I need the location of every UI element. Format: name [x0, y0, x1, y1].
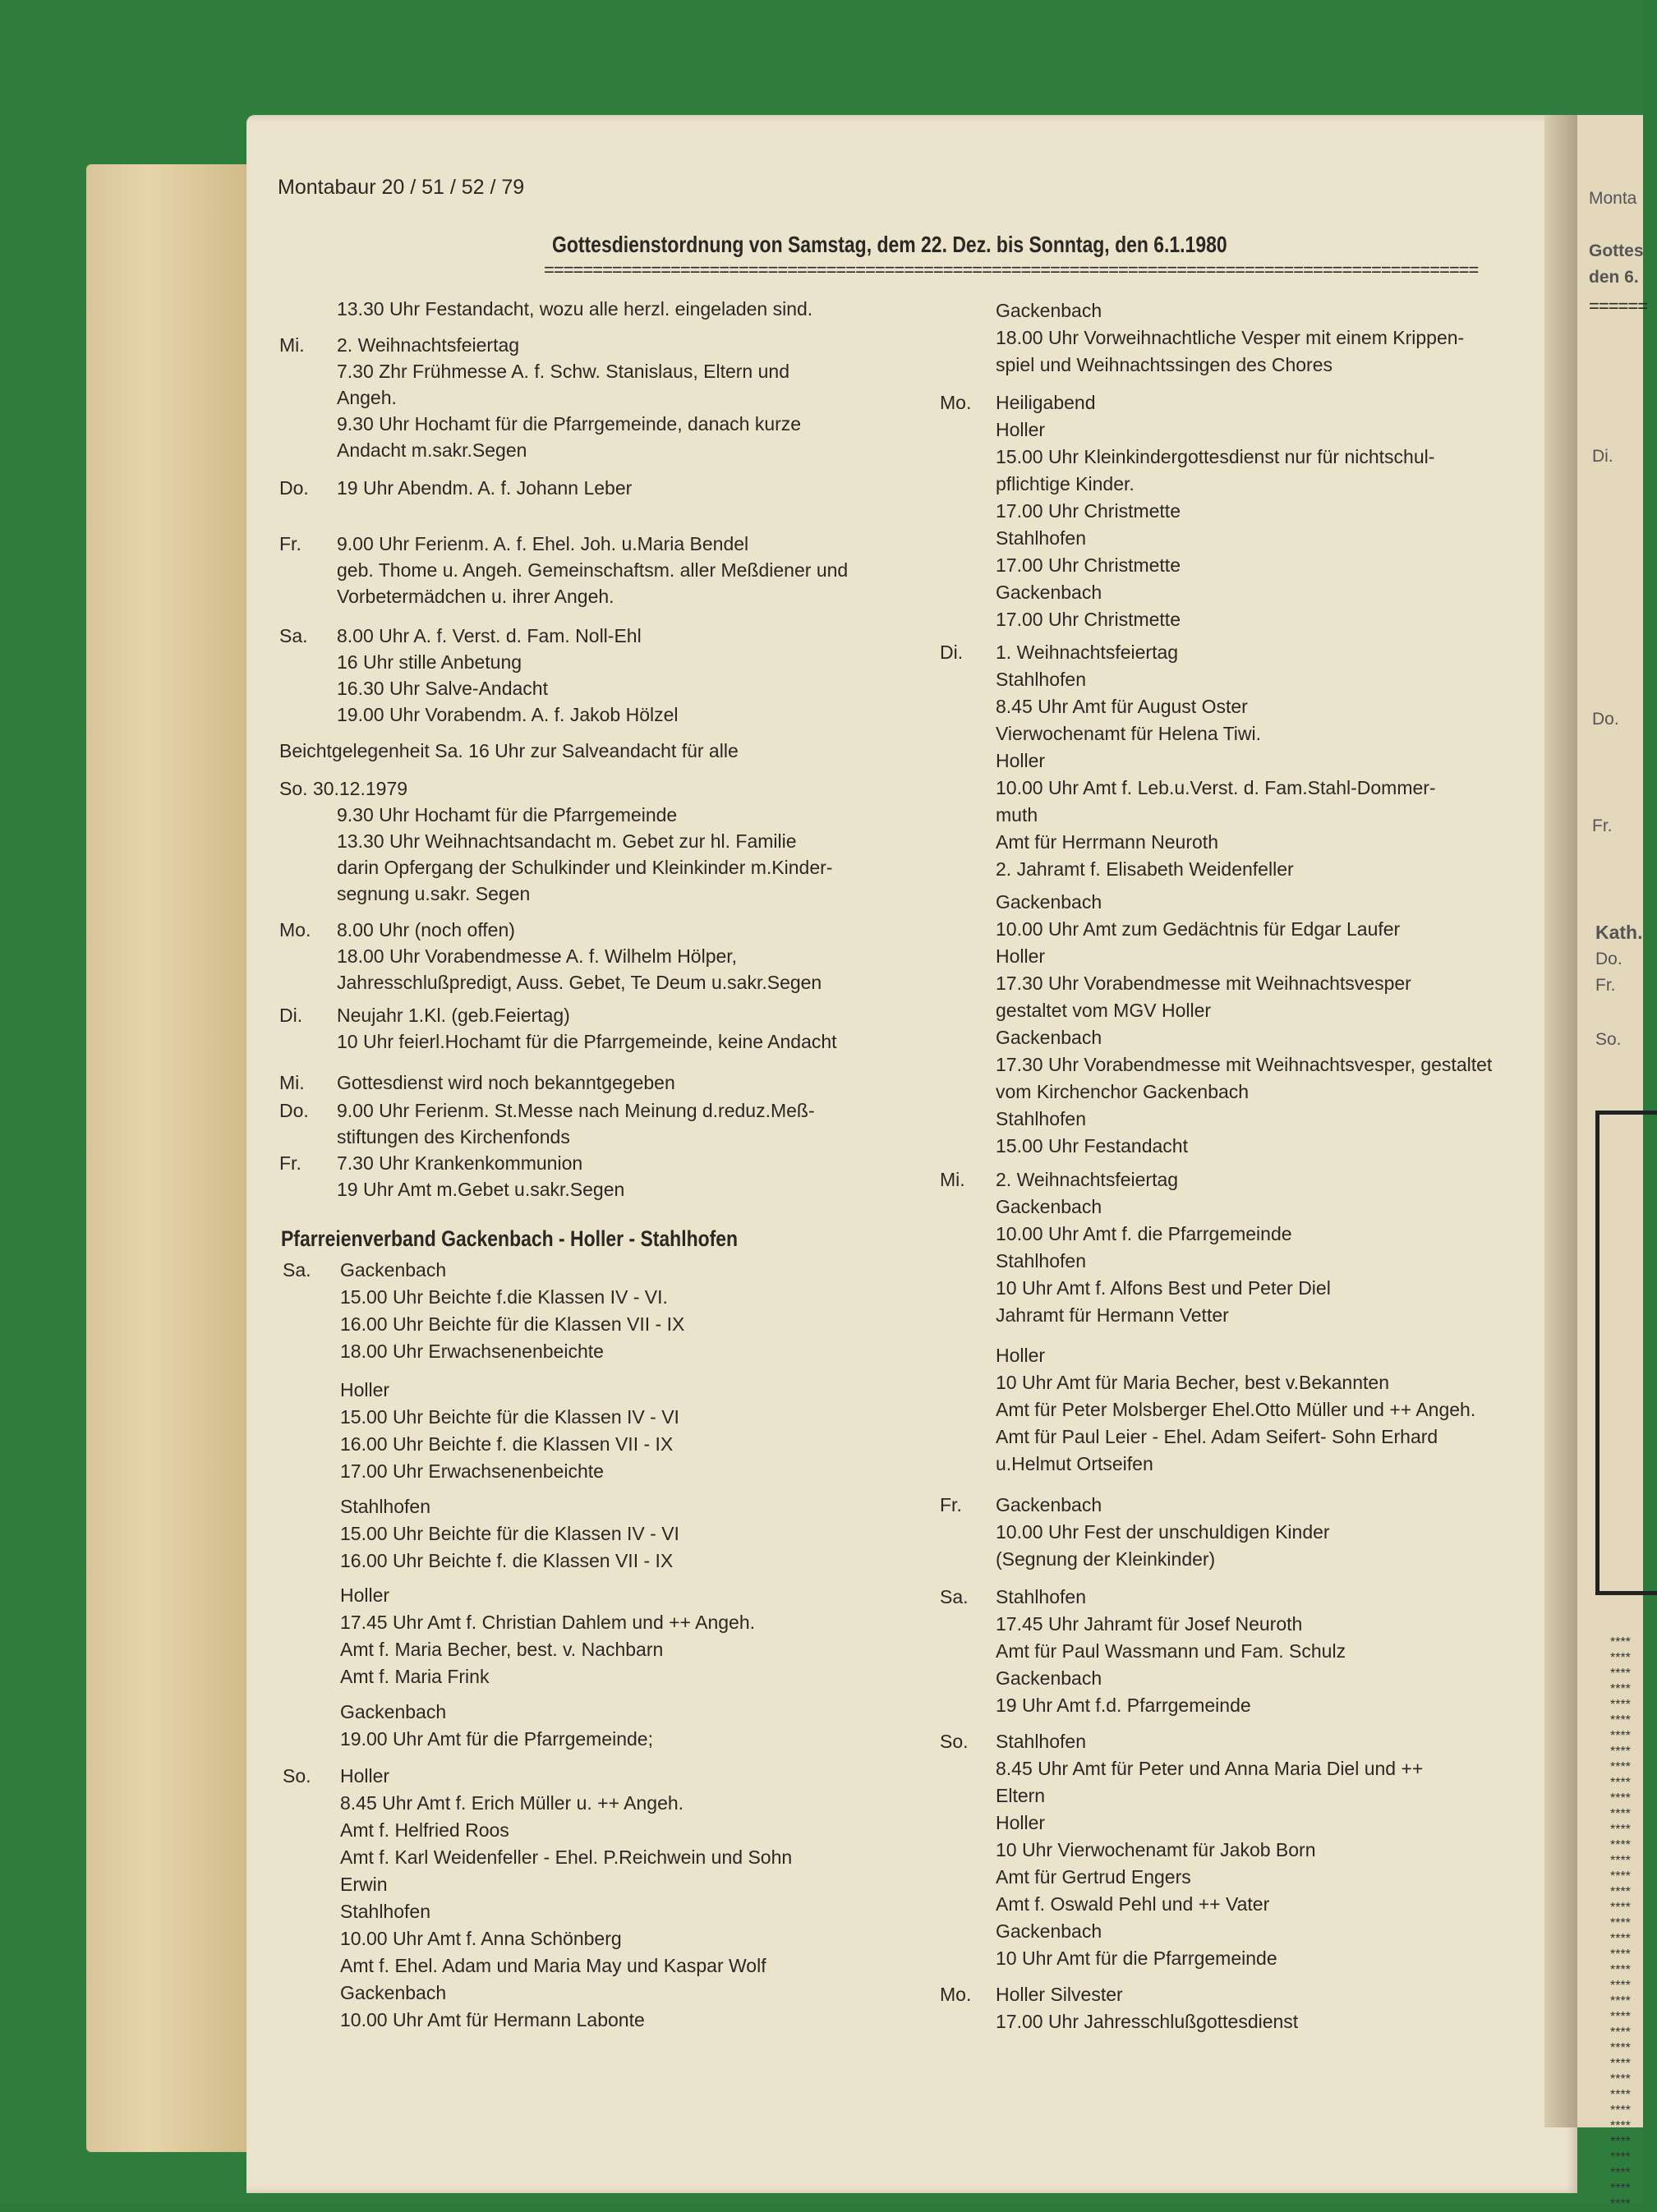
schedule-line: 2. Weihnachtsfeiertag: [337, 334, 520, 356]
page-reference: Montabaur 20 / 51 / 52 / 79: [278, 176, 525, 199]
edge-underline: ======: [1589, 296, 1648, 316]
schedule-line: Amt f. Ehel. Adam und Maria May und Kaspar Wolf: [340, 1955, 766, 1976]
schedule-line: 19 Uhr Amt m.Gebet u.sakr.Segen: [337, 1179, 625, 1200]
schedule-line: 10 Uhr Vierwochenamt für Jakob Born: [996, 1839, 1316, 1860]
schedule-line: Holler: [340, 1584, 390, 1606]
schedule-line: 1. Weihnachtsfeiertag: [996, 642, 1179, 663]
schedule-line: Stahlhofen: [996, 527, 1086, 549]
schedule-line: 8.00 Uhr (noch offen): [337, 919, 515, 940]
edge-day-di: Di.: [1592, 447, 1613, 466]
schedule-line: Stahlhofen: [996, 1586, 1086, 1607]
schedule-line: 18.00 Uhr Erwachsenenbeichte: [340, 1341, 604, 1362]
schedule-line: 17.30 Uhr Vorabendmesse mit Weihnachtsvesper: [996, 973, 1411, 994]
schedule-line: 10 Uhr Amt für die Pfarrgemeinde: [996, 1948, 1277, 1969]
schedule-line: Holler: [996, 1345, 1046, 1366]
schedule-line: 10 Uhr Amt für Maria Becher, best v.Bekannten: [996, 1372, 1389, 1393]
schedule-line: stiftungen des Kirchenfonds: [337, 1126, 570, 1147]
schedule-line: Gackenbach: [996, 1667, 1102, 1689]
edge-box-frame: [1595, 1111, 1657, 1595]
schedule-line: 17.00 Uhr Jahresschlußgottesdienst: [996, 2011, 1299, 2032]
schedule-line: 10.00 Uhr Amt f. Leb.u.Verst. d. Fam.Stahl-Dommer-: [996, 777, 1436, 798]
schedule-line: Stahlhofen: [996, 1250, 1086, 1272]
edge-ref: Monta: [1589, 189, 1637, 208]
schedule-line: (Segnung der Kleinkinder): [996, 1548, 1216, 1570]
schedule-line: Gackenbach: [996, 891, 1102, 913]
schedule-line: Stahlhofen: [996, 1108, 1086, 1129]
day-label: Do.: [279, 1100, 309, 1121]
schedule-line: 8.00 Uhr A. f. Verst. d. Fam. Noll-Ehl: [337, 625, 642, 646]
schedule-line: Holler: [340, 1379, 390, 1400]
schedule-line: 15.00 Uhr Beichte für die Klassen IV - VI: [340, 1406, 679, 1428]
schedule-line: 8.45 Uhr Amt für August Oster: [996, 696, 1248, 717]
schedule-line: segnung u.sakr. Segen: [337, 883, 531, 904]
day-label: Mi.: [279, 334, 305, 356]
schedule-line: 17.00 Uhr Christmette: [996, 500, 1181, 522]
day-label: Mi.: [940, 1169, 965, 1190]
schedule-line: 10.00 Uhr Amt für Hermann Labonte: [340, 2009, 645, 2030]
schedule-line: Amt für Peter Molsberger Ehel.Otto Müller und ++ Angeh.: [996, 1399, 1476, 1420]
schedule-line: Neujahr 1.Kl. (geb.Feiertag): [337, 1005, 570, 1026]
schedule-line: 15.00 Uhr Beichte für die Klassen IV - VI: [340, 1523, 679, 1544]
day-label: Mo.: [279, 919, 311, 940]
schedule-line: Gackenbach: [996, 300, 1102, 321]
schedule-line: vom Kirchenchor Gackenbach: [996, 1081, 1250, 1102]
schedule-line: 9.00 Uhr Ferienm. St.Messe nach Meinung d.reduz.Meß-: [337, 1100, 815, 1121]
schedule-line: 16 Uhr stille Anbetung: [337, 651, 522, 673]
schedule-line: Gackenbach: [996, 1920, 1102, 1942]
schedule-line: 2. Jahramt f. Elisabeth Weidenfeller: [996, 858, 1294, 880]
schedule-line: Gackenbach: [996, 1494, 1102, 1515]
day-label: Sa.: [279, 625, 308, 646]
schedule-line: 8.45 Uhr Amt für Peter und Anna Maria Diel und ++: [996, 1758, 1424, 1779]
schedule-line: 19.00 Uhr Vorabendm. A. f. Jakob Hölzel: [337, 704, 679, 725]
schedule-line: 13.30 Uhr Weihnachtsandacht m. Gebet zur hl. Familie: [337, 830, 797, 852]
day-label: So.: [283, 1765, 311, 1787]
schedule-line: 16.30 Uhr Salve-Andacht: [337, 678, 548, 699]
day-label: Di.: [940, 642, 964, 663]
schedule-line: Amt f. Karl Weidenfeller - Ehel. P.Reichwein und Sohn: [340, 1846, 793, 1868]
schedule-line: 17.45 Uhr Amt f. Christian Dahlem und ++ Angeh.: [340, 1612, 756, 1633]
schedule-line: 13.30 Uhr Festandacht, wozu alle herzl. eingeladen sind.: [337, 298, 813, 320]
edge-day-do: Do.: [1592, 710, 1619, 729]
schedule-line: Gackenbach: [340, 1701, 447, 1722]
section-title: Pfarreienverband Gackenbach - Holler - Stahlhofen: [281, 1226, 739, 1251]
schedule-line: Jahresschlußpredigt, Auss. Gebet, Te Deum u.sakr.Segen: [337, 972, 822, 993]
schedule-line: 7.30 Uhr Krankenkommunion: [337, 1152, 583, 1174]
schedule-line: 7.30 Zhr Frühmesse A. f. Schw. Stanislaus, Eltern und: [337, 361, 789, 382]
schedule-line: Vorbetermädchen u. ihrer Angeh.: [337, 586, 614, 607]
schedule-line: Amt f. Maria Frink: [340, 1666, 490, 1687]
day-label: Mi.: [279, 1072, 305, 1093]
day-label: Sa.: [283, 1259, 311, 1281]
schedule-line: Holler Silvester: [996, 1984, 1123, 2005]
schedule-line: Eltern: [996, 1785, 1046, 1806]
schedule-line: 19 Uhr Abendm. A. f. Johann Leber: [337, 477, 633, 499]
edge-kath: Kath.: [1595, 922, 1643, 943]
schedule-line: u.Helmut Ortseifen: [996, 1453, 1153, 1474]
edge-title-2: den 6.: [1589, 268, 1639, 287]
schedule-line: 10 Uhr feierl.Hochamt für die Pfarrgemeinde, keine Andacht: [337, 1031, 837, 1052]
schedule-line: 10.00 Uhr Amt f. Anna Schönberg: [340, 1928, 622, 1949]
schedule-line: 10.00 Uhr Fest der unschuldigen Kinder: [996, 1521, 1330, 1543]
schedule-line: Amt f. Oswald Pehl und ++ Vater: [996, 1893, 1270, 1915]
edge-day-so: So.: [1595, 1030, 1622, 1049]
schedule-line: 19 Uhr Amt f.d. Pfarrgemeinde: [996, 1695, 1251, 1716]
schedule-line: gestaltet vom MGV Holler: [996, 1000, 1212, 1021]
schedule-line: 9.30 Uhr Hochamt für die Pfarrgemeinde, danach kurze: [337, 413, 802, 435]
schedule-line: Gackenbach: [996, 582, 1102, 603]
schedule-line: Holler: [996, 1812, 1046, 1833]
schedule-line: Beichtgelegenheit Sa. 16 Uhr zur Salveandacht für alle: [279, 740, 739, 761]
schedule-line: 9.00 Uhr Ferienm. A. f. Ehel. Joh. u.Maria Bendel: [337, 533, 749, 554]
schedule-line: Amt für Gertrud Engers: [996, 1866, 1191, 1888]
schedule-line: 16.00 Uhr Beichte f. die Klassen VII - IX: [340, 1433, 674, 1455]
day-label: So. 30.12.1979: [279, 778, 408, 799]
schedule-line: muth: [996, 804, 1038, 825]
schedule-line: Gottesdienst wird noch bekanntgegeben: [337, 1072, 675, 1093]
schedule-line: 17.30 Uhr Vorabendmesse mit Weihnachtsvesper, gestaltet: [996, 1054, 1493, 1075]
book-page-edges: [86, 164, 263, 2152]
edge-star-border: ****************************************************************************************************************************************************: [1610, 1635, 1631, 2211]
schedule-line: Vierwochenamt für Helena Tiwi.: [996, 723, 1261, 744]
schedule-line: 17.00 Uhr Christmette: [996, 554, 1181, 576]
schedule-line: Holler: [996, 419, 1046, 440]
day-label: Fr.: [279, 1152, 301, 1174]
schedule-line: Stahlhofen: [996, 1731, 1086, 1752]
schedule-line: 2. Weihnachtsfeiertag: [996, 1169, 1179, 1190]
day-label: Mo.: [940, 392, 972, 413]
edge-day-fr: Fr.: [1592, 816, 1613, 835]
day-label: Di.: [279, 1005, 303, 1026]
schedule-line: Erwin: [340, 1874, 388, 1895]
schedule-line: Gackenbach: [996, 1196, 1102, 1217]
schedule-line: Jahramt für Hermann Vetter: [996, 1304, 1229, 1326]
schedule-line: Stahlhofen: [340, 1496, 430, 1517]
schedule-line: Amt für Paul Wassmann und Fam. Schulz: [996, 1640, 1346, 1662]
day-label: Fr.: [940, 1494, 962, 1515]
schedule-line: Gackenbach: [340, 1259, 447, 1281]
schedule-line: 18.00 Uhr Vorweihnachtliche Vesper mit einem Krippen-: [996, 327, 1465, 348]
schedule-line: 15.00 Uhr Beichte f.die Klassen IV - VI.: [340, 1286, 668, 1308]
schedule-line: 19.00 Uhr Amt für die Pfarrgemeinde;: [340, 1728, 653, 1750]
schedule-line: 8.45 Uhr Amt f. Erich Müller u. ++ Angeh.: [340, 1792, 684, 1814]
schedule-line: Amt f. Helfried Roos: [340, 1819, 509, 1841]
title-underline: ================================================================================================: [544, 260, 1479, 280]
schedule-line: Amt f. Maria Becher, best. v. Nachbarn: [340, 1639, 664, 1660]
schedule-line: 9.30 Uhr Hochamt für die Pfarrgemeinde: [337, 804, 678, 825]
schedule-line: 17.00 Uhr Erwachsenenbeichte: [340, 1460, 604, 1482]
schedule-line: Gackenbach: [996, 1027, 1102, 1048]
day-label: Mo.: [940, 1984, 972, 2005]
schedule-line: Amt für Paul Leier - Ehel. Adam Seifert- Sohn Erhard: [996, 1426, 1438, 1447]
schedule-line: 16.00 Uhr Beichte für die Klassen VII - IX: [340, 1313, 685, 1335]
schedule-line: Amt für Herrmann Neuroth: [996, 831, 1218, 853]
schedule-line: pflichtige Kinder.: [996, 473, 1135, 494]
schedule-line: 17.00 Uhr Christmette: [996, 609, 1181, 630]
schedule-line: 15.00 Uhr Kleinkindergottesdienst nur für nichtschul-: [996, 446, 1435, 467]
day-label: Fr.: [279, 533, 301, 554]
day-label: Sa.: [940, 1586, 969, 1607]
schedule-line: spiel und Weihnachtssingen des Chores: [996, 354, 1333, 375]
schedule-line: Heiligabend: [996, 392, 1096, 413]
schedule-line: 15.00 Uhr Festandacht: [996, 1135, 1188, 1157]
schedule-line: 18.00 Uhr Vorabendmesse A. f. Wilhelm Hölper,: [337, 945, 738, 967]
schedule-line: Andacht m.sakr.Segen: [337, 439, 527, 461]
schedule-line: Angeh.: [337, 387, 397, 408]
schedule-line: 16.00 Uhr Beichte f. die Klassen VII - IX: [340, 1550, 674, 1571]
schedule-line: Gackenbach: [340, 1982, 447, 2003]
schedule-line: geb. Thome u. Angeh. Gemeinschaftsm. aller Meßdiener und: [337, 559, 849, 581]
schedule-line: Holler: [340, 1765, 390, 1787]
day-label: So.: [940, 1731, 969, 1752]
edge-day-do-2: Do.: [1595, 950, 1622, 968]
schedule-line: 10.00 Uhr Amt zum Gedächtnis für Edgar Laufer: [996, 918, 1401, 940]
schedule-line: Holler: [996, 750, 1046, 771]
schedule-line: Stahlhofen: [340, 1901, 430, 1922]
day-label: Do.: [279, 477, 309, 499]
schedule-line: 10.00 Uhr Amt f. die Pfarrgemeinde: [996, 1223, 1292, 1244]
schedule-line: darin Opfergang der Schulkinder und Kleinkinder m.Kinder-: [337, 857, 833, 878]
edge-day-fr-2: Fr.: [1595, 976, 1616, 995]
schedule-line: Stahlhofen: [996, 669, 1086, 690]
schedule-line: 17.45 Uhr Jahramt für Josef Neuroth: [996, 1613, 1303, 1635]
schedule-line: Holler: [996, 945, 1046, 967]
page-title: Gottesdienstordnung von Samstag, dem 22. Dez. bis Sonntag, den 6.1.1980: [552, 232, 1227, 257]
schedule-line: 10 Uhr Amt f. Alfons Best und Peter Diel: [996, 1277, 1331, 1299]
edge-title-1: Gottes: [1589, 241, 1644, 260]
